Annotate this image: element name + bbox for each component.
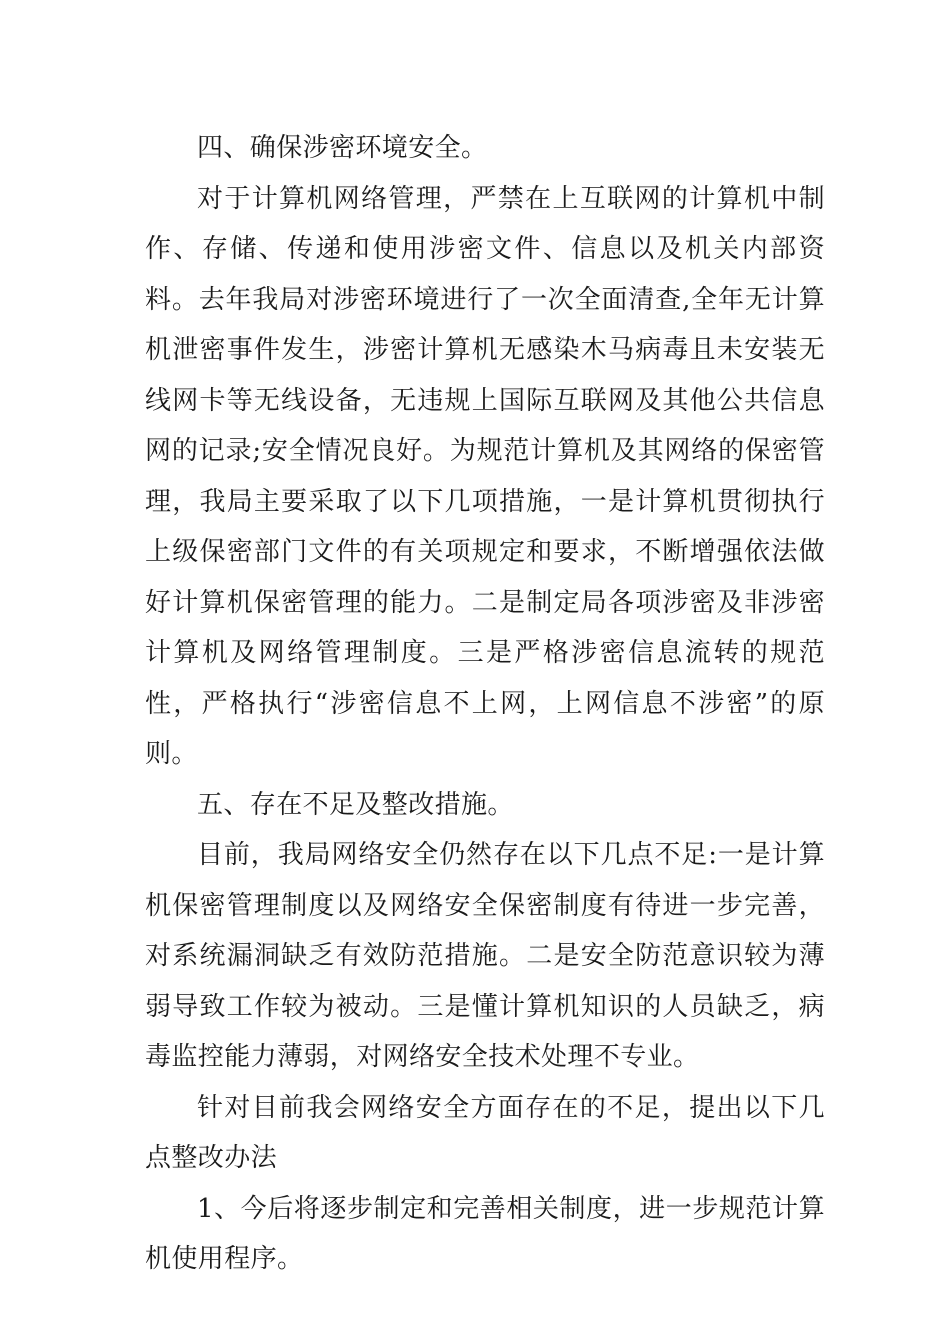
paragraph-shortcomings: 目前，我局网络安全仍然存在以下几点不足:一是计算机保密管理制度以及网络安全保密制度有待进一步完善，对系统漏洞缺乏有效防范措施。二是安全防范意识较为薄弱导致工作较为被动。三是懂计算机知识的人员缺乏，病毒监控能力薄弱，对网络安全技术处理不专业。 xyxy=(145,840,825,1072)
section-heading-5: 五、存在不足及整改措施。 xyxy=(197,789,514,820)
paragraph-rectification-intro: 针对目前我会网络安全方面存在的不足，提出以下几点整改办法 xyxy=(145,1092,825,1173)
paragraph-network-management: 对于计算机网络管理，严禁在上互联网的计算机中制作、存储、传递和使用涉密文件、信息以及机关内部资料。去年我局对涉密环境进行了一次全面清查,全年无计算机泄密事件发生，涉密计算机无感染木马病毒且未安装无线网卡等无线设备，无违规上国际互联网及其他公共信息网的记录;安全情况良好。为规范计算机及其网络的保密管理，我局主要采取了以下几项措施，一是计算机贯彻执行上级保密部门文件的有关项规定和要求，不断增强依法做好计算机保密管理的能力。二是制定局各项涉密及非涉密计算机及网络管理制度。三是严格涉密信息流转的规范性，严格执行“涉密信息不上网，上网信息不涉密”的原则。 xyxy=(145,183,825,769)
paragraph-rectification-item-1: 1、今后将逐步制定和完善相关制度，进一步规范计算机使用程序。 xyxy=(145,1193,825,1274)
document-body xyxy=(145,123,825,1285)
section-heading-4: 四、确保涉密环境安全。 xyxy=(197,133,488,163)
